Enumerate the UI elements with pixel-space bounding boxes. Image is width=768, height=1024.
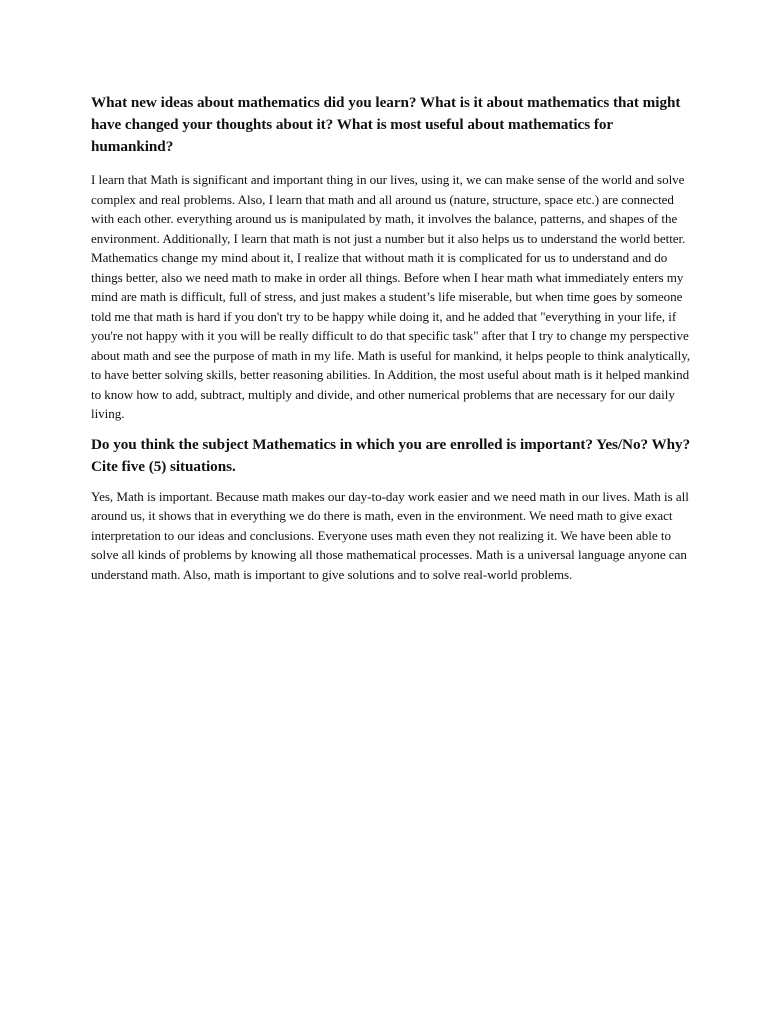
document-page <box>91 92 691 584</box>
answer-paragraph-1: I learn that Math is significant and important thing in our lives, using it, we can make sense of the world and solve complex and real problems. Also, I learn that math and all around us (nature, structure, space etc.) are connected with each other. everything around us is manipulated by math, it involves the balance, patterns, and shapes of the environment. Additionally, I learn that math is not just a number but it also helps us to understand the world better. Mathematics change my mind about it, I realize that without math it is complicated for us to understand and do things better, also we need math to make in order all things. Before when I hear math what immediately enters my mind are math is difficult, full of stress, and just makes a student’s life miserable, but when time goes by someone told me that math is hard if you don't try to be happy while doing it, and he added that "everything in your life, if you're not happy with it you will be really difficult to do that specific task" after that I try to change my perspective about math and see the purpose of math in my life. Math is useful for mankind, it helps people to think analytically, to have better solving skills, better reasoning abilities. In Addition, the most useful about math is it helped mankind to know how to add, subtract, multiply and divide, and other numerical problems that are necessary for our daily living. <box>91 172 691 421</box>
question-heading-1: What new ideas about mathematics did you learn? What is it about mathematics that might have changed your thoughts about it? What is most useful about mathematics for humankind? <box>91 94 681 155</box>
answer-paragraph-2: Yes, Math is important. Because math makes our day-to-day work easier and we need math in our lives. Math is all around us, it shows that in everything we do there is math, even in the environment. We need math to give exact interpretation to our ideas and conclusions. Everyone uses math even they not realizing it. We have been able to solve all kinds of problems by knowing all those mathematical processes. Math is a universal language anyone can understand math. Also, math is important to give solutions and to solve real-world problems. <box>91 488 689 582</box>
question-heading-2: Do you think the subject Mathematics in which you are enrolled is important? Yes/No? Why? Cite five (5) situations. <box>91 435 691 475</box>
